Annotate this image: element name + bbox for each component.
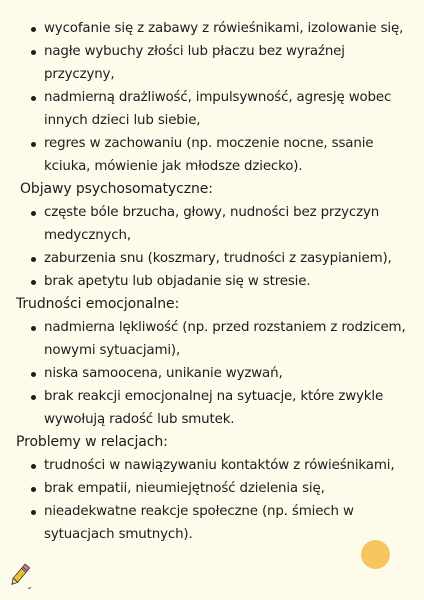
list-item: wycofanie się z zabawy z rówieśnikami, izolowanie się,: [14, 17, 418, 40]
document-content: [14, 17, 418, 546]
list-item: częste bóle brzucha, głowy, nudności bez przyczyn medycznych,: [14, 201, 418, 247]
list-item: brak reakcji emocjonalnej na sytuacje, które zwykle wywołują radość lub smutek.: [14, 385, 418, 431]
pencil-icon: [4, 561, 34, 591]
section-heading: Trudności emocjonalne:: [16, 296, 180, 312]
block-relations: [14, 431, 418, 546]
list-item: zaburzenia snu (koszmary, trudności z zasypianiem),: [14, 247, 418, 270]
block-behavior: [14, 17, 418, 178]
decorative-circle: [361, 540, 390, 569]
list-item: brak apetytu lub objadanie się w stresie.: [14, 270, 418, 293]
list-item: brak empatii, nieumiejętność dzielenia się,: [14, 477, 418, 500]
list-item: trudności w nawiązywaniu kontaktów z rówieśnikami,: [14, 454, 418, 477]
bullet-list: [14, 17, 418, 178]
bullet-list: [14, 454, 418, 546]
list-item: nadmierną drażliwość, impulsywność, agresję wobec innych dzieci lub siebie,: [14, 86, 418, 132]
list-item: regres w zachowaniu (np. moczenie nocne, ssanie kciuka, mówienie jak młodsze dziecko).: [14, 132, 418, 178]
section-heading: Objawy psychosomatyczne:: [20, 181, 213, 197]
bullet-list: [14, 201, 418, 293]
block-emotional: [14, 293, 418, 431]
list-item: nagłe wybuchy złości lub płaczu bez wyraźnej przyczyny,: [14, 40, 418, 86]
section-heading: Problemy w relacjach:: [16, 434, 168, 450]
list-item: nadmierna lękliwość (np. przed rozstaniem z rodzicem, nowymi sytuacjami),: [14, 316, 418, 362]
list-item: nieadekwatne reakcje społeczne (np. śmiech w sytuacjach smutnych).: [14, 500, 418, 546]
list-item: niska samoocena, unikanie wyzwań,: [14, 362, 418, 385]
bullet-list: [14, 316, 418, 431]
block-psychosomatic: [14, 178, 418, 293]
